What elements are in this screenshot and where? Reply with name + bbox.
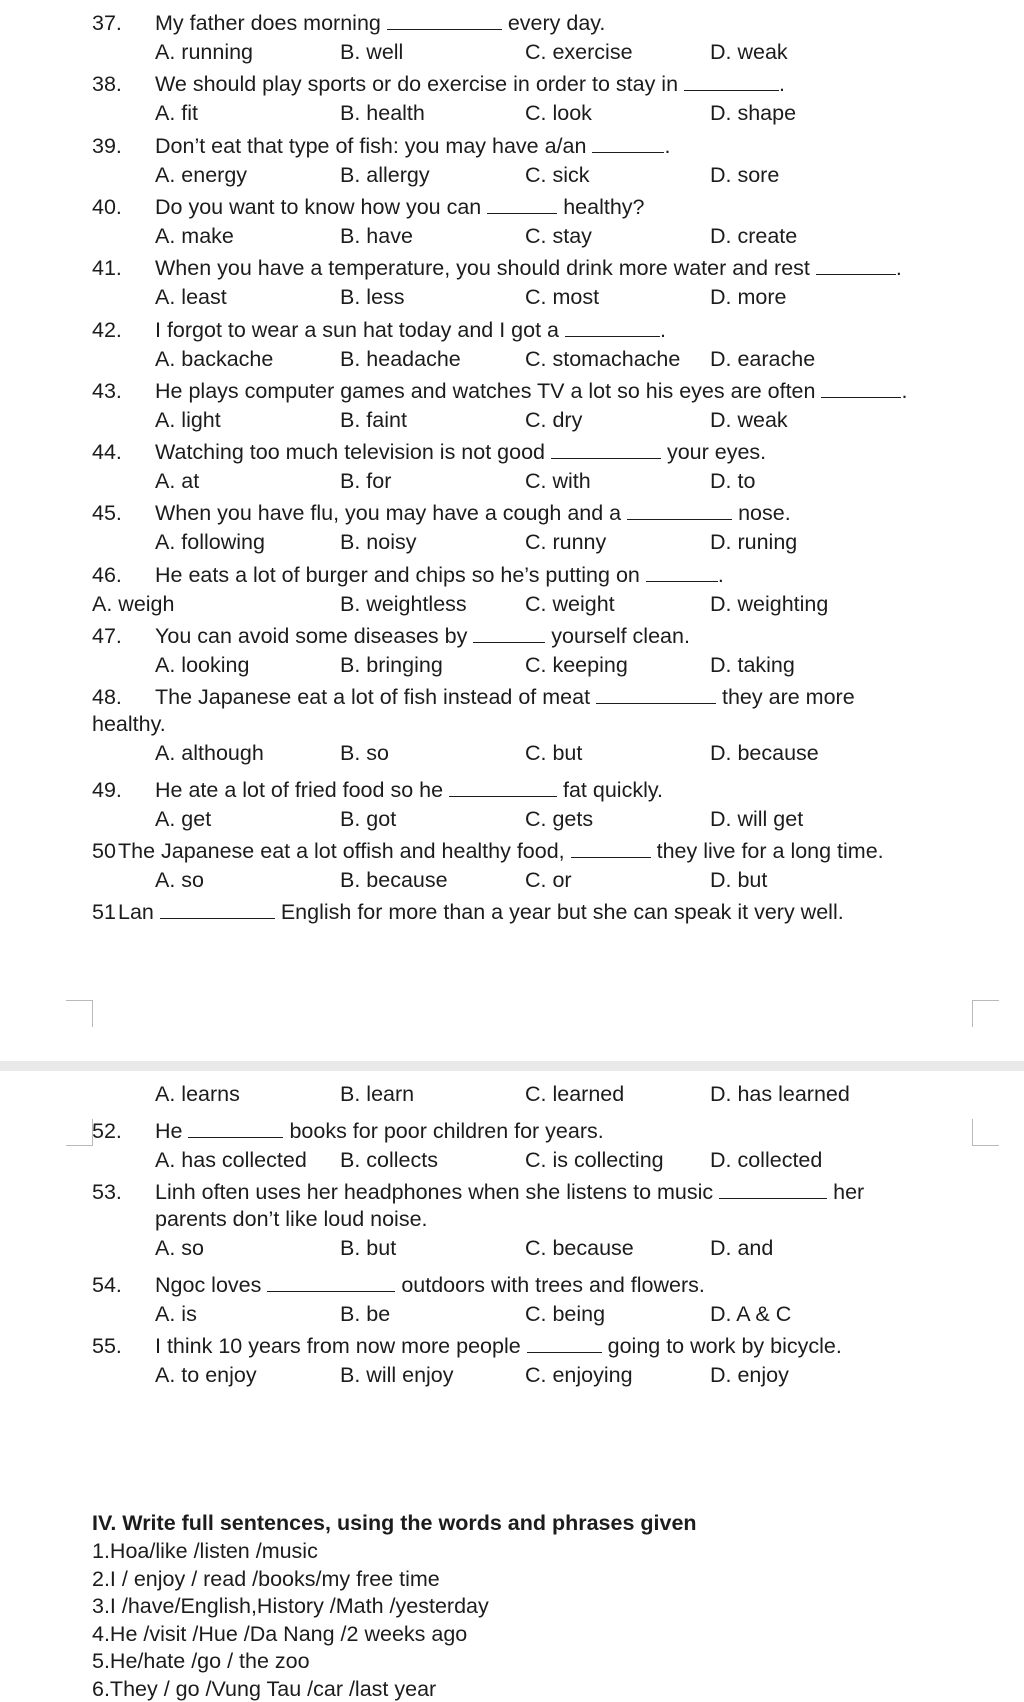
sentence-prompt: 5.He/hate /go / the zoo (92, 1649, 310, 1673)
sentence-prompt: 6.They / go /Vung Tau /car /last year (92, 1676, 437, 1701)
answer-option[interactable]: D. weak (710, 40, 788, 64)
answer-blank[interactable] (387, 11, 502, 30)
answer-option[interactable]: C. exercise (525, 40, 633, 64)
question-number: 40. (92, 194, 122, 219)
answer-option[interactable]: A. has collected (155, 1148, 307, 1172)
answer-option[interactable]: A. so (155, 868, 204, 893)
question-text (155, 563, 724, 588)
answer-option[interactable]: C. sick (525, 162, 590, 187)
answer-option[interactable]: A. learns (155, 1082, 240, 1106)
question-number: 41. (92, 256, 122, 281)
answer-option[interactable]: C. most (525, 285, 600, 310)
question (0, 552, 1024, 618)
question (0, 1169, 1024, 1262)
sentence-prompt: 3.I /have/English,History /Math /yesterday (92, 1594, 489, 1618)
answer-option[interactable]: A. looking (155, 653, 250, 677)
worksheet-page-bottom (0, 1071, 1024, 1701)
question-text-before: He (155, 1119, 189, 1143)
answer-blank[interactable] (449, 778, 557, 797)
question-text-before: Linh often uses her headphones when she listens to music (155, 1180, 720, 1205)
answer-option[interactable]: C. weight (525, 591, 615, 616)
answer-blank[interactable] (684, 72, 779, 91)
answer-option[interactable]: D. A & C (710, 1301, 792, 1326)
question (0, 0, 1024, 66)
question-text-continued: parents don’t like loud noise. (155, 1207, 428, 1232)
question-stem (0, 256, 1024, 284)
answer-option[interactable]: D. taking (710, 653, 795, 677)
question-text (155, 1119, 604, 1144)
answer-blank[interactable] (646, 563, 718, 582)
answer-blank[interactable] (821, 379, 901, 398)
question-stem (0, 440, 1024, 468)
question-text-after: . (664, 133, 671, 158)
answer-option[interactable]: B. for (340, 469, 392, 494)
question (0, 123, 1024, 189)
question-text-after: your eyes. (660, 440, 767, 465)
question-text-after: fat quickly. (557, 777, 663, 802)
answer-blank[interactable] (551, 440, 661, 459)
crop-mark-top-right (972, 1000, 999, 1027)
answer-option[interactable]: D. create (710, 223, 798, 248)
crop-mark-bottom-right (972, 1119, 999, 1146)
crop-mark-bottom-left (66, 1119, 93, 1146)
answer-option[interactable]: D. enjoy (710, 1363, 789, 1388)
question (0, 1108, 1024, 1174)
answer-option[interactable]: A. so (155, 1236, 204, 1261)
question (0, 828, 1024, 894)
question-number: 43. (92, 378, 122, 403)
answer-option[interactable]: A. although (155, 741, 264, 766)
question-text-after: they live for a long time. (650, 839, 884, 864)
answer-option[interactable]: C. because (525, 1236, 634, 1261)
answer-option[interactable]: B. noisy (340, 530, 417, 555)
question-text-before: When you have a temperature, you should drink more water and rest (155, 256, 816, 281)
question-text (155, 11, 605, 36)
question-number: 46. (92, 562, 122, 587)
question-stem (0, 72, 1024, 100)
question-text (155, 440, 766, 465)
answer-blank[interactable] (571, 839, 651, 858)
answer-option[interactable]: A. weigh (92, 591, 175, 616)
answer-option[interactable]: A. get (155, 806, 212, 831)
question-text (155, 1334, 842, 1359)
question-text-before: He ate a lot of fried food so he (155, 777, 450, 802)
question-text-before: We should play sports or do exercise in order to stay in (155, 72, 684, 97)
question-number: 48. (92, 685, 122, 710)
question-text-before: Ngoc loves (155, 1272, 268, 1297)
answer-option[interactable]: D. shape (710, 101, 797, 126)
question-text (155, 72, 785, 97)
answer-blank[interactable] (188, 1119, 283, 1138)
answer-option[interactable]: C. look (525, 101, 592, 126)
question (0, 889, 1024, 955)
question-stem (0, 778, 1024, 806)
question-stem (0, 900, 1024, 928)
question-stem (0, 839, 1024, 867)
question-text-after: . (779, 72, 785, 97)
question-text-before: You can avoid some diseases by (155, 624, 474, 648)
answer-option[interactable]: B. got (340, 806, 397, 831)
question-number: 37. (92, 11, 122, 35)
question (0, 674, 1024, 767)
answer-option[interactable]: B. well (340, 40, 404, 64)
answer-option[interactable]: A. backache (155, 346, 274, 371)
question-number: 55. (92, 1334, 122, 1359)
question-text (155, 1273, 705, 1298)
answer-option[interactable]: C. runny (525, 530, 607, 555)
question-stem (0, 379, 1024, 407)
question-stem (0, 501, 1024, 529)
question-text (155, 134, 670, 159)
answer-option[interactable]: D. sore (710, 162, 780, 187)
answer-option[interactable]: D. weak (710, 407, 788, 432)
question-stem (0, 11, 1024, 39)
answer-option[interactable]: C. with (525, 469, 591, 494)
answer-option[interactable]: B. be (340, 1301, 391, 1326)
answer-option[interactable]: D. because (710, 741, 819, 766)
question-text-after: they are more (716, 685, 855, 710)
answer-blank[interactable] (627, 501, 732, 520)
question-text-after: outdoors with trees and flowers. (395, 1272, 705, 1297)
question-text-before: Lan (118, 900, 160, 925)
question (0, 613, 1024, 679)
answer-option[interactable]: C. stomachache (525, 346, 681, 371)
question-text-after: . (901, 378, 908, 403)
question-text-before: He plays computer games and watches TV a lot so his eyes are often (155, 378, 822, 403)
question-text (155, 501, 791, 526)
answer-option[interactable]: B. health (340, 101, 425, 126)
question-stem (0, 1273, 1024, 1301)
answer-option[interactable]: B. faint (340, 407, 407, 432)
answer-option[interactable]: D. will get (710, 806, 804, 831)
answer-option[interactable]: B. weightless (340, 591, 467, 616)
question-number: 54. (92, 1272, 122, 1297)
sentence-prompt: 4.He /visit /Hue /Da Nang /2 weeks ago (92, 1621, 468, 1646)
question-stem (0, 195, 1024, 223)
answer-option[interactable]: D. weighting (710, 591, 829, 616)
question-text-after: going to work by bicycle. (601, 1334, 842, 1359)
answer-blank[interactable] (160, 900, 275, 919)
question-text (155, 195, 645, 220)
answer-blank[interactable] (592, 134, 664, 153)
question-text (118, 839, 884, 864)
question-number: 47. (92, 624, 122, 648)
question (0, 61, 1024, 127)
question-stem (0, 1180, 1024, 1208)
question-stem (0, 563, 1024, 591)
answer-blank[interactable] (473, 624, 545, 643)
answer-option[interactable]: C. stay (525, 223, 592, 248)
answer-option[interactable]: C. dry (525, 407, 583, 432)
question-number: 51 (92, 900, 116, 925)
answer-option[interactable]: B. but (340, 1236, 397, 1261)
answer-option[interactable]: D. earache (710, 346, 816, 371)
question-text-after: . (659, 317, 666, 342)
question-stem (0, 134, 1024, 162)
answer-option[interactable]: C. gets (525, 806, 594, 831)
question-stem (0, 624, 1024, 652)
answer-option[interactable]: A. is (155, 1301, 197, 1326)
answer-option[interactable]: D. collected (710, 1148, 823, 1172)
question-text (155, 1180, 864, 1205)
answer-option[interactable]: A. at (155, 469, 200, 494)
answer-blank[interactable] (565, 318, 660, 337)
answer-option[interactable]: B. will enjoy (340, 1363, 454, 1388)
answer-option[interactable]: D. and (710, 1236, 774, 1261)
answer-option[interactable]: D. has learned (710, 1082, 850, 1106)
answer-blank[interactable] (596, 685, 716, 704)
question (0, 1262, 1024, 1328)
question (0, 368, 1024, 434)
answer-option[interactable]: C. keeping (525, 653, 628, 677)
answer-option[interactable]: B. headache (340, 346, 461, 371)
question-text-after: healthy? (557, 194, 645, 219)
question (0, 245, 1024, 311)
answer-option[interactable]: A. to enjoy (155, 1363, 257, 1388)
question-text (155, 256, 902, 281)
answer-option[interactable]: A. following (155, 530, 265, 555)
question-text-after: nose. (732, 501, 791, 526)
question-number: 50 (92, 839, 116, 864)
answer-option[interactable]: C. being (525, 1301, 606, 1326)
question-text-after: English for more than a year but she can speak it very well. (274, 900, 844, 925)
answer-option[interactable]: A. fit (155, 101, 199, 126)
question-text-before: Watching too much television is not good (155, 440, 551, 465)
answer-blank[interactable] (816, 256, 896, 275)
question-number: 39. (92, 133, 122, 158)
answer-blank[interactable] (527, 1334, 602, 1353)
question-continued (0, 1042, 1024, 1108)
question-text-before: He eats a lot of burger and chips so he’s putting on (155, 562, 646, 587)
question (0, 184, 1024, 250)
answer-option[interactable]: D. but (710, 868, 768, 893)
answer-option[interactable]: B. allergy (340, 162, 430, 187)
question-text (155, 379, 907, 404)
question-text-after: books for poor children for years. (283, 1119, 604, 1143)
answer-option[interactable]: A. make (155, 223, 234, 248)
answer-option[interactable]: C. is collecting (525, 1148, 664, 1172)
question-text-continued: healthy. (92, 712, 166, 737)
answer-options (0, 1082, 1024, 1110)
question-number: 53. (92, 1180, 122, 1205)
question-text-after: every day. (501, 11, 606, 35)
answer-option[interactable]: C. learned (525, 1082, 625, 1106)
question-number: 44. (92, 440, 122, 465)
question-text-before: Do you want to know how you can (155, 194, 488, 219)
question-text (155, 685, 855, 710)
answer-option[interactable]: B. so (340, 741, 389, 766)
question-text (155, 778, 663, 803)
question-text-after: yourself clean. (545, 624, 690, 648)
answer-option[interactable]: B. bringing (340, 653, 443, 677)
question-number: 49. (92, 777, 122, 802)
sentence-prompt: 2.I / enjoy / read /books/my free time (92, 1566, 440, 1591)
question-text (155, 624, 690, 649)
question-stem (0, 685, 1024, 713)
answer-option[interactable]: A. energy (155, 162, 248, 187)
answer-blank[interactable] (719, 1180, 827, 1199)
question-number: 42. (92, 317, 122, 342)
question-text-after: her (827, 1180, 865, 1205)
answer-option[interactable]: C. but (525, 741, 583, 766)
answer-option[interactable]: B. less (340, 285, 405, 310)
question-text-before: The Japanese eat a lot of fish instead of meat (155, 685, 597, 710)
section-title: IV. Write full sentences, using the words and phrases given (92, 1511, 697, 1535)
question-text-before: When you have flu, you may have a cough and a (155, 501, 628, 526)
answer-option[interactable]: A. running (155, 40, 254, 64)
crop-mark-top-left (66, 1000, 93, 1027)
answer-option[interactable]: A. least (155, 285, 227, 310)
question (0, 767, 1024, 833)
answer-option[interactable]: D. runing (710, 530, 798, 555)
answer-option[interactable]: C. or (525, 868, 572, 893)
question-text (118, 900, 844, 925)
question-stem (0, 318, 1024, 346)
question-text-before: Don’t eat that type of fish: you may have a/an (155, 133, 593, 158)
answer-option[interactable]: B. collects (340, 1148, 438, 1172)
answer-options (0, 1363, 1024, 1391)
question (0, 307, 1024, 373)
answer-option[interactable]: D. more (710, 285, 787, 310)
answer-options (0, 1236, 1024, 1264)
answer-blank[interactable] (487, 195, 557, 214)
question-text (155, 318, 666, 343)
question-number: 38. (92, 72, 122, 97)
question-text-before: I forgot to wear a sun hat today and I got a (155, 317, 565, 342)
question-text-before: I think 10 years from now more people (155, 1334, 527, 1359)
question (0, 1323, 1024, 1389)
answer-option[interactable]: B. have (340, 223, 413, 248)
answer-blank[interactable] (267, 1273, 395, 1292)
answer-option[interactable]: A. light (155, 407, 221, 432)
question (0, 429, 1024, 495)
question-text-after: . (717, 562, 724, 587)
question-text-before: The Japanese eat a lot offish and healthy food, (118, 839, 571, 864)
question (0, 490, 1024, 556)
answer-option[interactable]: B. because (340, 868, 448, 893)
question-number: 52. (92, 1119, 122, 1143)
question-text-before: My father does morning (155, 11, 387, 35)
answer-options (0, 741, 1024, 769)
question-stem (0, 1334, 1024, 1362)
answer-option[interactable]: B. learn (340, 1082, 415, 1106)
answer-option[interactable]: C. enjoying (525, 1363, 633, 1388)
question-stem (0, 1119, 1024, 1147)
question-number: 45. (92, 501, 122, 526)
question-text-after: . (895, 256, 902, 281)
sentence-prompt: 1.Hoa/like /listen /music (92, 1539, 318, 1563)
answer-option[interactable]: D. to (710, 469, 756, 494)
